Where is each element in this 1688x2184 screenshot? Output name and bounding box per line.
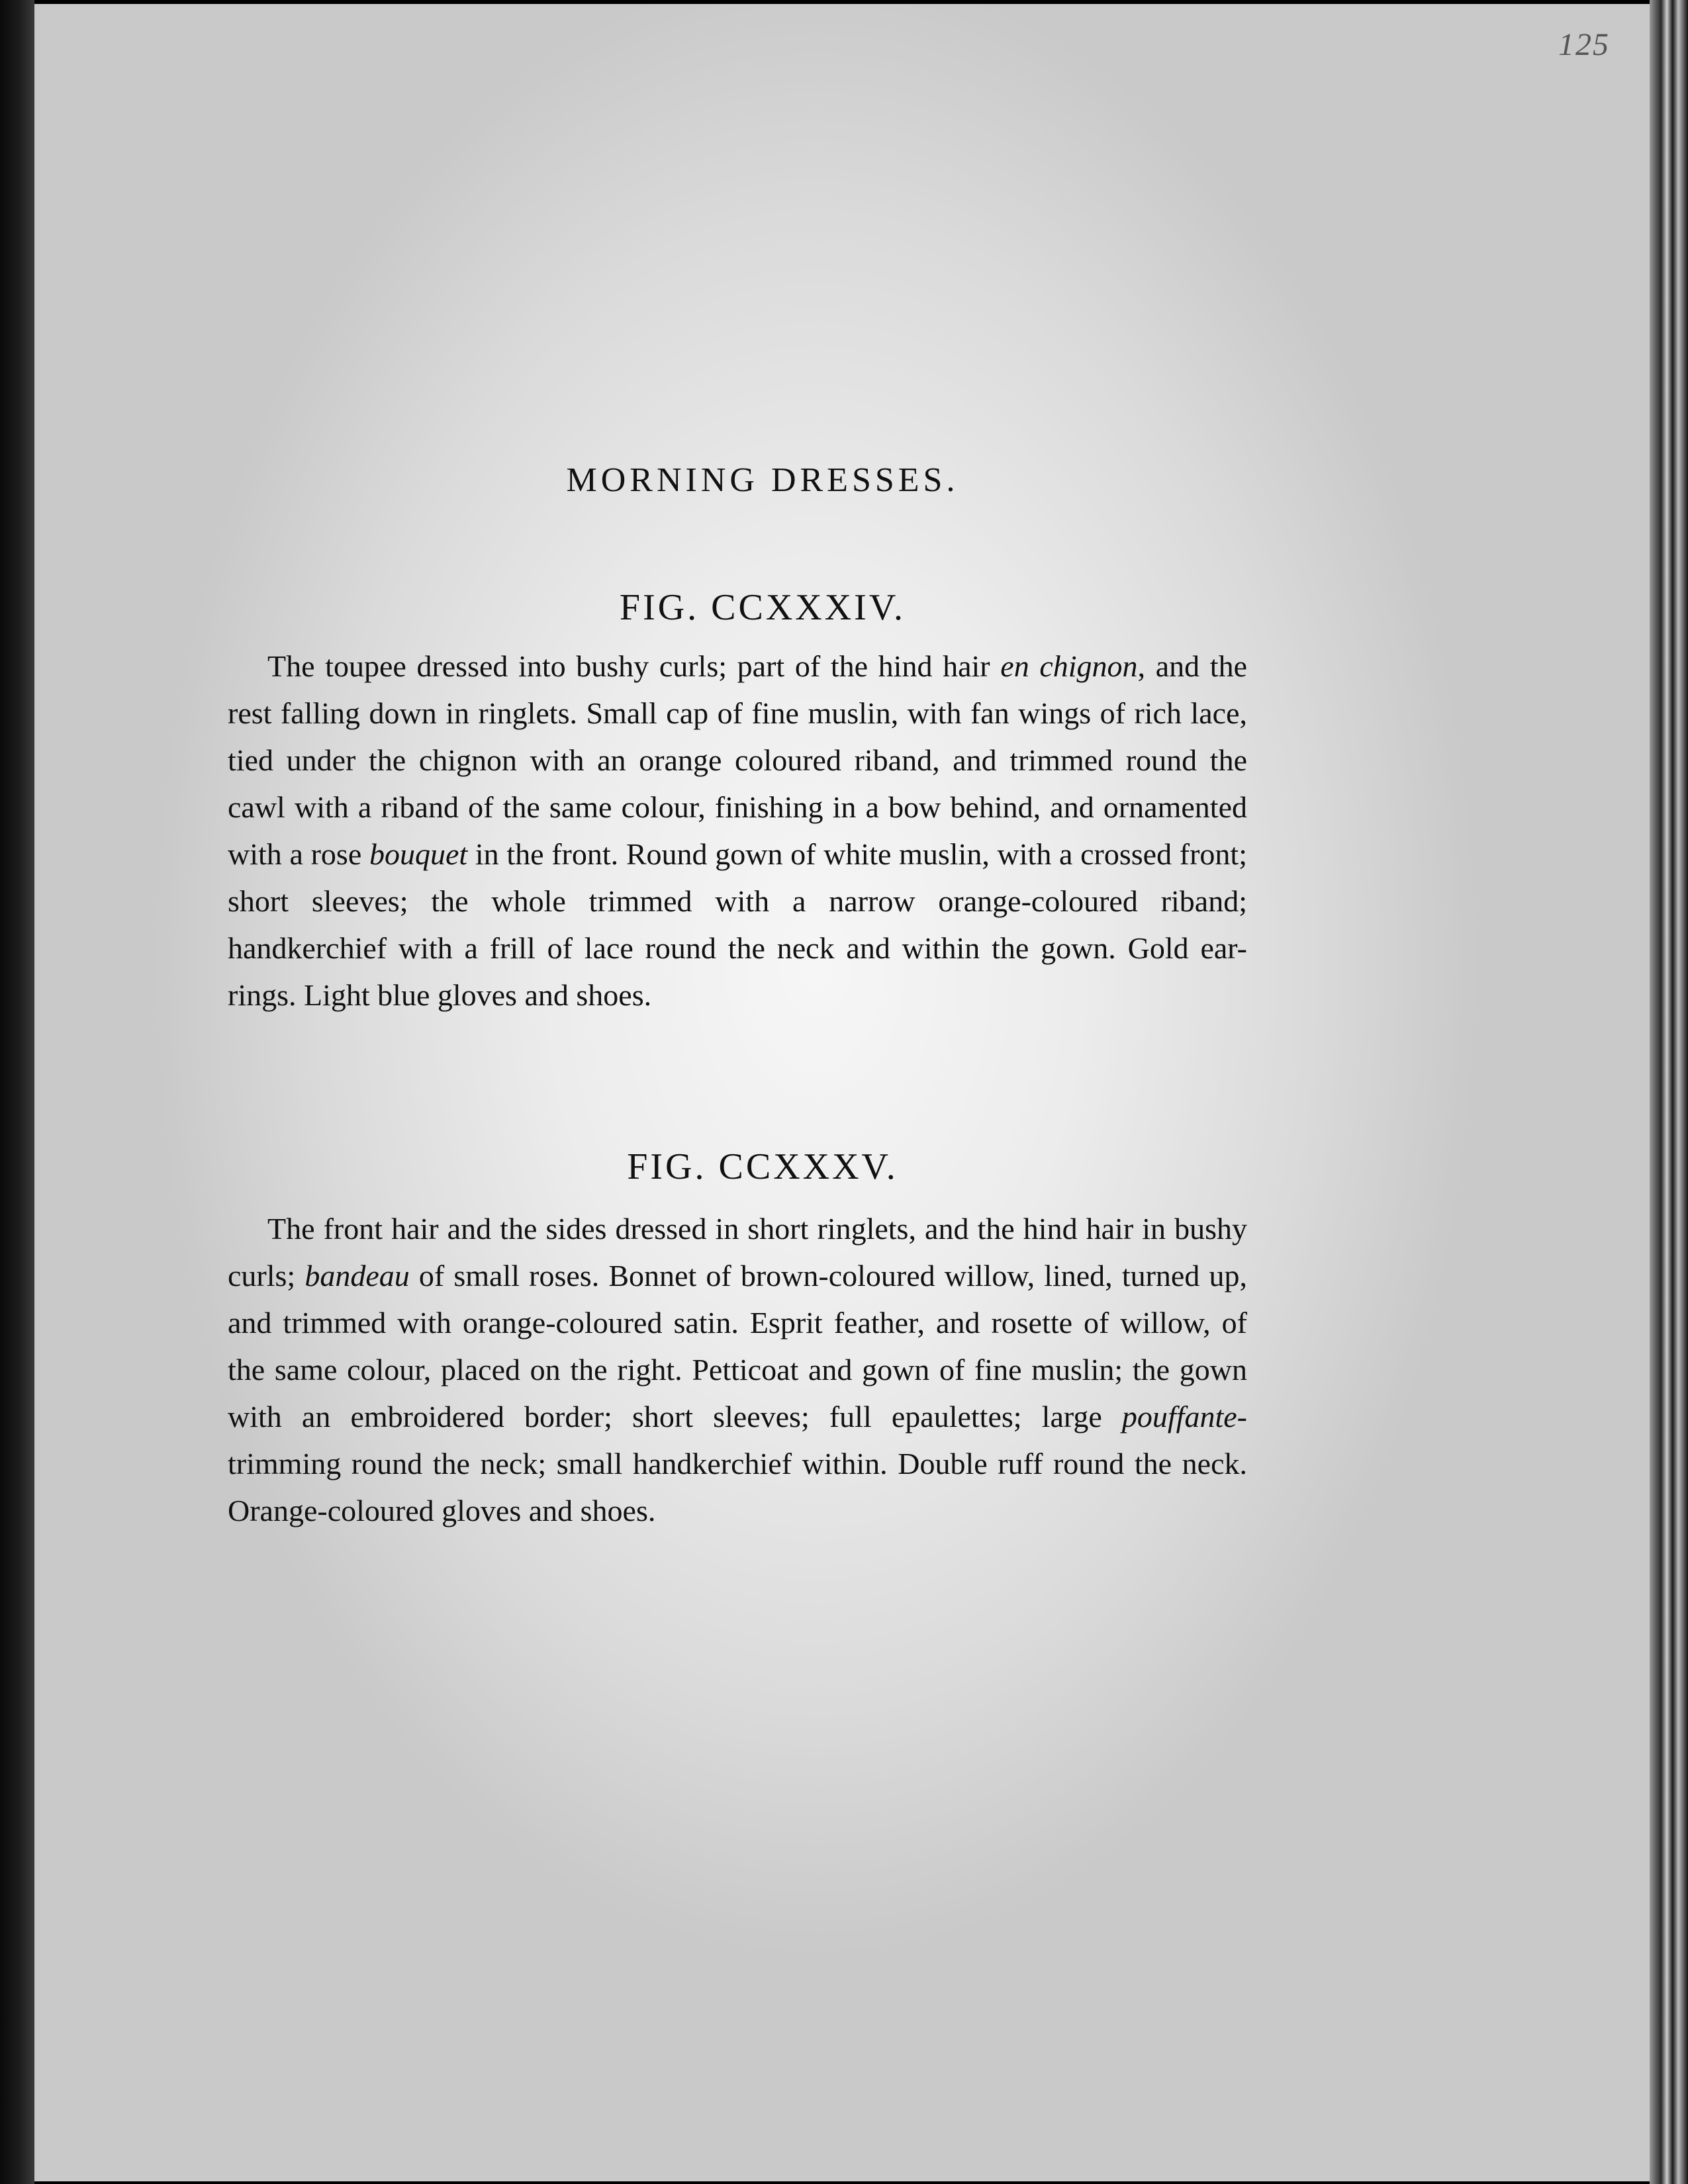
italic-term: pouffante bbox=[1121, 1400, 1237, 1433]
text-run: The front hair and the sides dressed in short ringlets, and the hind hair in bushy curls; bbox=[228, 1212, 1247, 1293]
page-stack-edge bbox=[1650, 0, 1688, 2184]
text-run: The toupee dressed into bushy curls; part of the hind hair bbox=[267, 649, 1001, 683]
figure-description bbox=[228, 1205, 1247, 1534]
book-page bbox=[34, 4, 1650, 2181]
italic-term: bouquet bbox=[369, 837, 468, 871]
scan-left-edge bbox=[0, 0, 34, 2184]
figure-heading: FIG. CCXXXIV. bbox=[619, 587, 906, 628]
figure-description bbox=[228, 643, 1247, 1019]
italic-term: en chignon bbox=[1000, 649, 1138, 683]
section-title: MORNING DRESSES. bbox=[566, 461, 959, 499]
text-run: , and the rest falling down in ringlets. Small cap of fine muslin, with fan wings of rich lace, tied under the chignon with an orange coloured riband, and trimmed round the cawl with a riband of the same colour, finishing in a bow behind, and ornamented with a rose bbox=[228, 649, 1247, 871]
figure-heading: FIG. CCXXXV. bbox=[627, 1146, 898, 1187]
italic-term: bandeau bbox=[305, 1259, 410, 1293]
text-run: in the front. Round gown of white muslin, with a crossed front; short sleeves; the whole trimmed with a narrow orange-coloured riband; handkerchief with a frill of lace round the neck and within the gown. Gold ear-rings. Light blue gloves and shoes. bbox=[228, 837, 1247, 1012]
text-run: of small roses. Bonnet of brown-coloured willow, lined, turned up, and trimmed with orange-coloured satin. Esprit feather, and rosette of willow, of the same colour, placed on the right. Petticoat and gown of fine muslin; the gown with an embroidered border; short sleeves; full epaulettes; large bbox=[228, 1259, 1247, 1433]
text-run: -trimming round the neck; small handkerchief within. Double ruff round the neck. Orange-coloured gloves and shoes. bbox=[228, 1400, 1247, 1527]
page-number: 125 bbox=[1558, 27, 1610, 62]
